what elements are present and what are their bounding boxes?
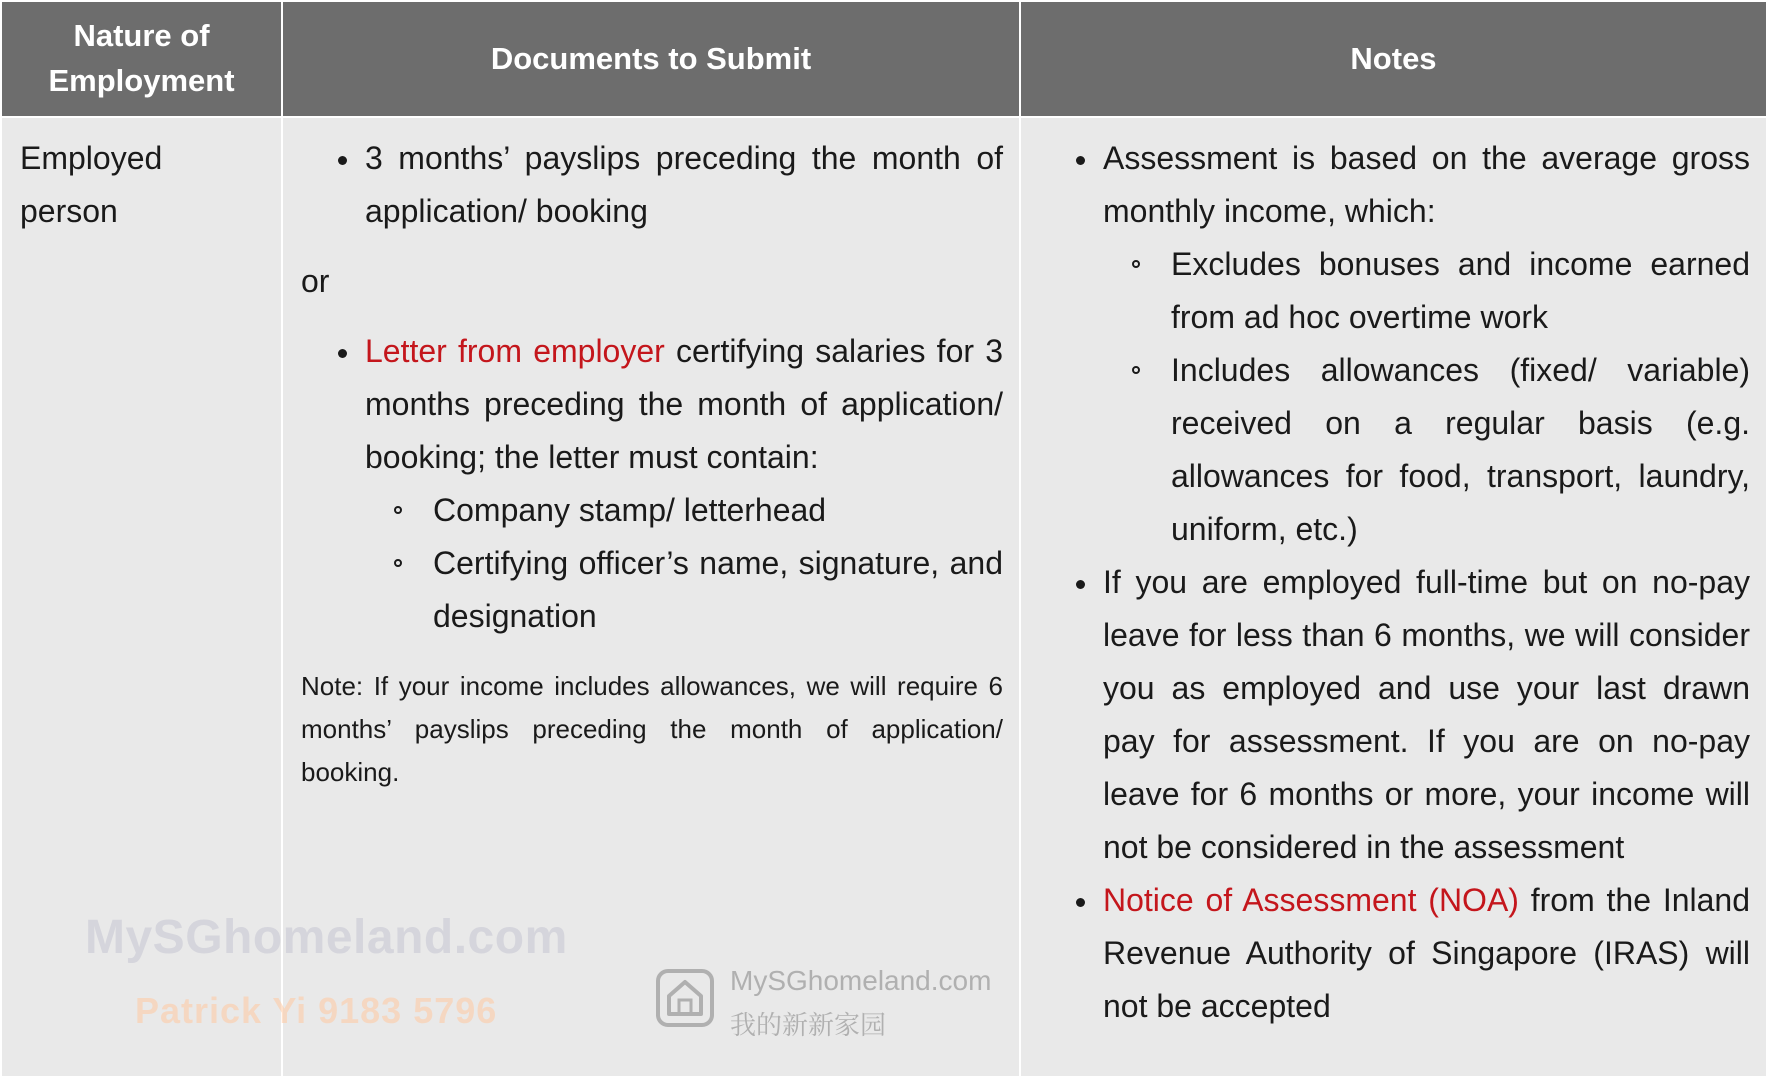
watermark-logo-chinese: 我的新新家园: [730, 1010, 887, 1040]
notes-list: [1039, 132, 1750, 1033]
nature-employed-person: Employed person: [20, 140, 163, 229]
employer-letter-sublist: [365, 484, 1003, 643]
header-notes: Notes: [1020, 2, 1766, 117]
noa-highlight: Notice of Assessment (NOA): [1103, 882, 1519, 918]
notes-assessment-sublist: [1103, 238, 1750, 556]
noa-text: from the Inland Revenue Authority of Singapore (IRAS) will not be accepted: [1103, 882, 1751, 1024]
employer-letter-sub-officer: Certifying officer’s name, signature, and designation: [365, 537, 1003, 643]
employer-letter-sub-stamp: Company stamp/ letterhead: [365, 484, 1003, 537]
documents-list-2: [301, 325, 1003, 643]
cell-notes: [1020, 117, 1766, 1076]
notes-item-no-pay-leave: If you are employed full-time but on no-pay leave for less than 6 months, we will consider you as employed and use your last drawn pay for assessment. If you are on no-pay leave for 6 months or more, your income will not be considered in the assessment: [1039, 556, 1750, 874]
employer-letter-highlight: Letter from employer: [365, 333, 665, 369]
watermark-site: MySGhomeland.com: [85, 911, 568, 964]
employer-letter-text: certifying salaries for 3 months preceding the month of application/ booking; the letter must contain:: [365, 333, 1004, 475]
house-logo-icon: [655, 968, 715, 1028]
documents-item-payslips: 3 months’ payslips preceding the month of application/ booking: [301, 132, 1003, 238]
notes-sub-includes: Includes allowances (fixed/ variable) received on a regular basis (e.g. allowances for food, transport, laundry, uniform, etc.): [1103, 344, 1750, 556]
notes-item-assessment: [1039, 132, 1750, 556]
notes-item-noa: [1039, 874, 1750, 1033]
header-nature-line2: Employment: [48, 63, 235, 98]
documents-allowance-note: Note: If your income includes allowances, we will require 6 months’ payslips preceding the month of application/ booking.: [301, 671, 1003, 787]
header-nature-of-employment: [2, 2, 282, 117]
header-documents-to-submit: Documents to Submit: [282, 2, 1020, 117]
watermark-contact: Patrick Yi 9183 5796: [135, 990, 498, 1031]
header-nature-line1: Nature of: [73, 18, 210, 54]
documents-list: [301, 132, 1003, 238]
documents-or-separator: or: [301, 263, 330, 299]
notes-sub-excludes: Excludes bonuses and income earned from ad hoc overtime work: [1103, 238, 1750, 344]
notes-assessment-text: Assessment is based on the average gross monthly income, which:: [1103, 140, 1750, 229]
table-header-row: [2, 2, 1766, 117]
watermark-logo-site: MySGhomeland.com: [730, 965, 992, 996]
documents-item-employer-letter: [301, 325, 1003, 643]
